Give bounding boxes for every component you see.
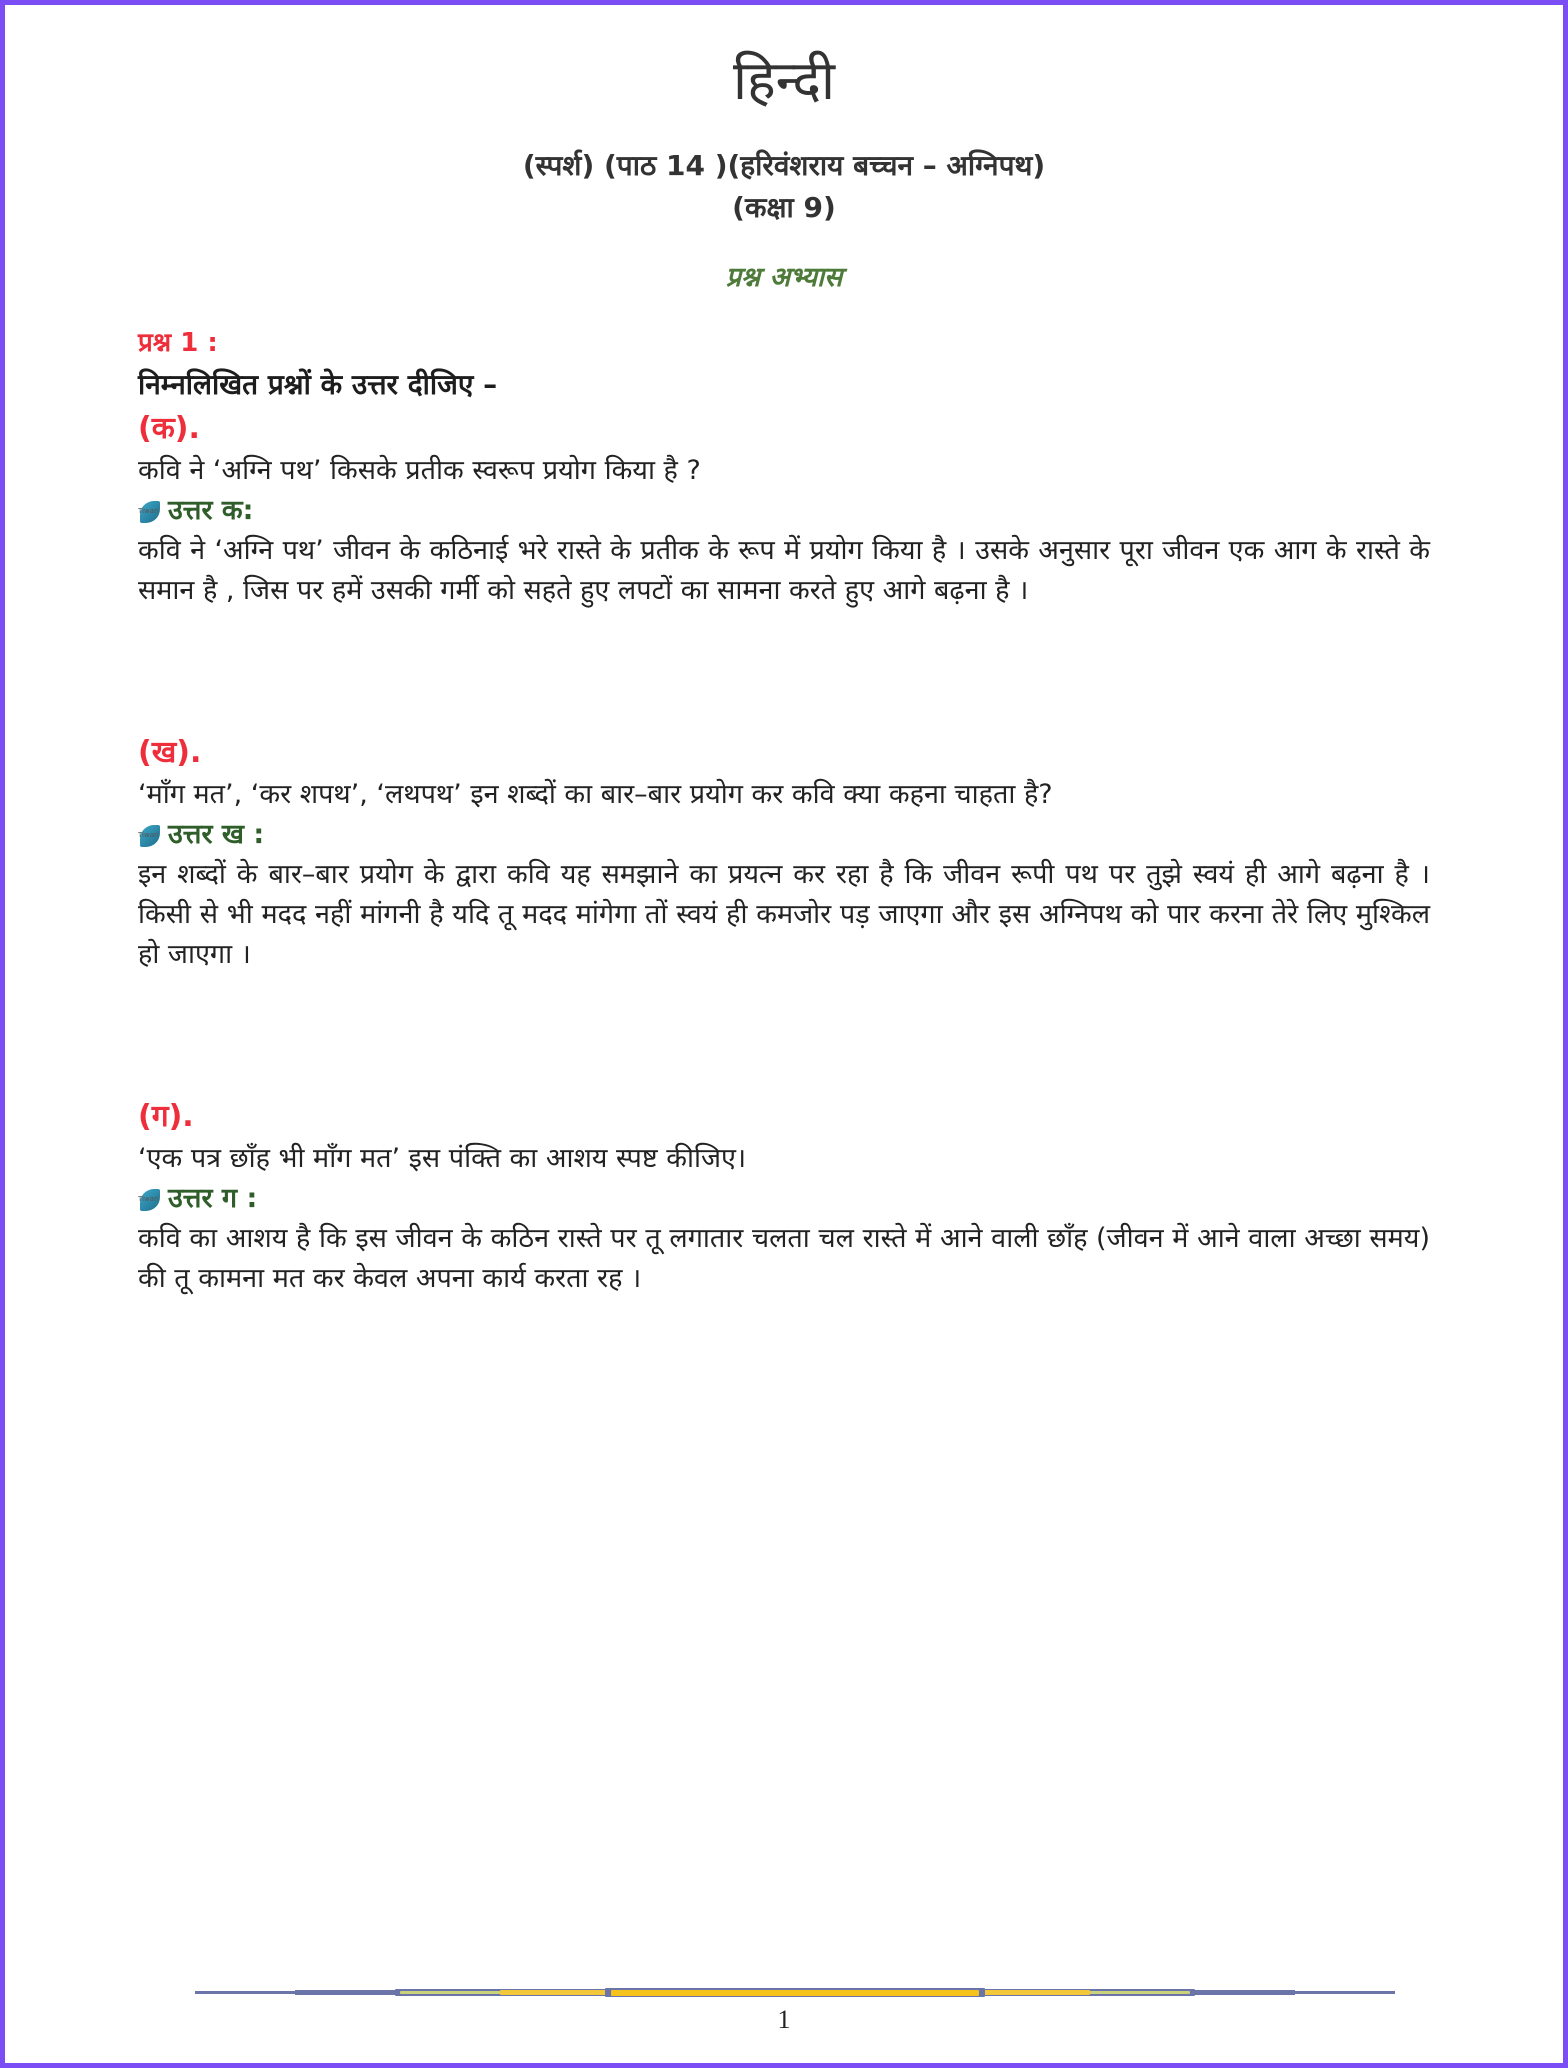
question-part [138,1095,1430,1299]
answer-label-text: उत्तर ख : [168,819,265,850]
page-number: 1 [777,2005,791,2034]
question-part [138,731,1430,975]
leaf-logo-icon: Tiwari [138,501,164,531]
part-question: कवि ने ‘अग्नि पथ’ किसके प्रतीक स्वरूप प्रयोग किया है ? [138,455,701,486]
page-title: हिन्दी [732,49,835,112]
question-content [138,323,1430,1299]
part-label: (ग). [138,1099,194,1134]
leaf-logo-icon: Tiwari [138,1189,164,1219]
answer-label-text: उत्तर ग : [168,1183,258,1214]
question-part [138,407,1430,611]
answer-label [138,815,1430,855]
answer-label [138,1179,1430,1219]
question-instruction: निम्नलिखित प्रश्नों के उत्तर दीजिए – [138,368,498,401]
answer-label-text: उत्तर क: [168,495,254,526]
answer-text: कवि ने ‘अग्नि पथ’ जीवन के कठिनाई भरे रास्ते के प्रतीक के रूप में प्रयोग किया है । उसके अनुसार पूरा जीवन एक आग के रास्ते के समान है , जिस पर हमें उसकी गर्मी को सहते हुए लपटों का सामना करते हुए आगे बढ़ना है । [138,535,1430,606]
part-question: ‘माँग मत’, ‘कर शपथ’, ‘लथपथ’ इन शब्दों का बार–बार प्रयोग कर कवि क्या कहना चाहता है? [138,779,1053,810]
chapter-subtitle [5,145,1563,229]
question-label: प्रश्न 1 : [138,328,218,358]
leaf-logo-icon: Tiwari [138,825,164,855]
part-label: (क). [138,411,200,446]
part-label: (ख). [138,735,202,770]
chapter-subtitle-line1: (स्पर्श) (पाठ 14 )(हरिवंशराय बच्चन – अग्निपथ) [522,149,1046,182]
part-question: ‘एक पत्र छाँह भी माँग मत’ इस पंक्ति का आशय स्पष्ट कीजिए। [138,1143,747,1174]
chapter-subtitle-line2: (कक्षा 9) [732,191,836,224]
answer-text: कवि का आशय है कि इस जीवन के कठिन रास्ते पर तू लगातार चलता चल रास्ते में आने वाली छाँह (जीवन में आने वाला अच्छा समय) की तू कामना मत कर केवल अपना कार्य करता रह । [138,1223,1430,1294]
footer-divider [195,1987,1395,1999]
answer-text: इन शब्दों के बार–बार प्रयोग के द्वारा कवि यह समझाने का प्रयत्न कर रहा है कि जीवन रूपी पथ पर तुझे स्वयं ही आगे बढ़ना है । किसी से भी मदद नहीं मांगनी है यदि तू मदद मांगेगा तों स्वयं ही कमजोर पड़ जाएगा और इस अग्निपथ को पार करना तेरे लिए मुश्किल हो जाएगा । [138,859,1430,970]
answer-label [138,491,1430,531]
section-heading: प्रश्न अभ्यास [725,262,843,293]
